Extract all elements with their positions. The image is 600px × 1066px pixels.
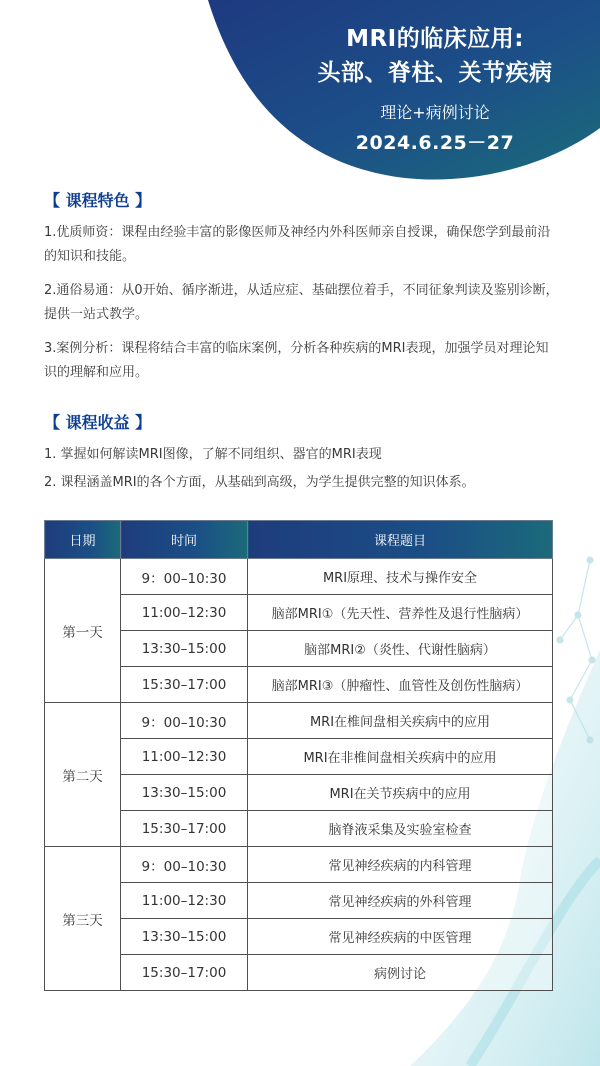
- table-row: [45, 847, 553, 883]
- topic-cell: 脑脊液采集及实验室检查: [248, 811, 553, 847]
- header-date: 日期: [45, 521, 121, 559]
- schedule-table: [44, 520, 553, 991]
- header-time: 时间: [121, 521, 248, 559]
- table-row: [45, 883, 553, 919]
- topic-cell: 常见神经疾病的内科管理: [248, 847, 553, 883]
- topic-cell: 常见神经疾病的外科管理: [248, 883, 553, 919]
- header-topic: 课程题目: [248, 521, 553, 559]
- feature-item: 2.通俗易通：从0开始、循序渐进，从适应症、基础摆位着手，不同征象判读及鉴别诊断，提供一站式教学。: [44, 283, 559, 322]
- time-cell: 15:30–17:00: [121, 955, 248, 991]
- day-cell: 第一天: [45, 559, 121, 703]
- schedule-header-row: [45, 521, 553, 559]
- benefits-heading: 【 课程收益 】: [44, 413, 152, 432]
- table-row: [45, 775, 553, 811]
- hero-header: [280, 22, 590, 155]
- hero-title-line1: MRI的临床应用:: [346, 26, 524, 52]
- table-row: [45, 667, 553, 703]
- course-benefits-section: [44, 410, 560, 499]
- time-cell: 9：00–10:30: [121, 703, 248, 739]
- table-row: [45, 739, 553, 775]
- features-heading: 【 课程特色 】: [44, 191, 152, 210]
- time-cell: 15:30–17:00: [121, 667, 248, 703]
- topic-cell: 脑部MRI③（肿瘤性、血管性及创伤性脑病）: [248, 667, 553, 703]
- feature-item: 1.优质师资：课程由经验丰富的影像医师及神经内外科医师亲自授课，确保您学到最前沿的知识和技能。: [44, 225, 551, 264]
- topic-cell: MRI在关节疾病中的应用: [248, 775, 553, 811]
- time-cell: 13:30–15:00: [121, 775, 248, 811]
- time-cell: 13:30–15:00: [121, 919, 248, 955]
- benefit-item: 2. 课程涵盖MRI的各个方面，从基础到高级，为学生提供完整的知识体系。: [44, 475, 475, 490]
- time-cell: 9：00–10:30: [121, 847, 248, 883]
- benefit-item: 1. 掌握如何解读MRI图像，了解不同组织、器官的MRI表现: [44, 447, 382, 462]
- hero-title-line2: 头部、脊柱、关节疾病: [317, 60, 553, 86]
- hero-subtitle: 理论+病例讨论: [380, 103, 490, 122]
- table-row: [45, 595, 553, 631]
- topic-cell: MRI在椎间盘相关疾病中的应用: [248, 703, 553, 739]
- table-row: [45, 955, 553, 991]
- time-cell: 11:00–12:30: [121, 595, 248, 631]
- day-cell: 第二天: [45, 703, 121, 847]
- table-row: [45, 631, 553, 667]
- time-cell: 13:30–15:00: [121, 631, 248, 667]
- topic-cell: 常见神经疾病的中医管理: [248, 919, 553, 955]
- course-features-section: [44, 188, 560, 395]
- topic-cell: MRI在非椎间盘相关疾病中的应用: [248, 739, 553, 775]
- topic-cell: 脑部MRI②（炎性、代谢性脑病）: [248, 631, 553, 667]
- topic-cell: MRI原理、技术与操作安全: [248, 559, 553, 595]
- table-row: [45, 811, 553, 847]
- time-cell: 11:00–12:30: [121, 883, 248, 919]
- table-row: [45, 919, 553, 955]
- time-cell: 15:30–17:00: [121, 811, 248, 847]
- feature-item: 3.案例分析：课程将结合丰富的临床案例，分析各种疾病的MRI表现，加强学员对理论知识的理解和应用。: [44, 341, 549, 380]
- time-cell: 11:00–12:30: [121, 739, 248, 775]
- hero-dates: 2024.6.25－27: [355, 132, 515, 154]
- topic-cell: 病例讨论: [248, 955, 553, 991]
- day-cell: 第三天: [45, 847, 121, 991]
- time-cell: 9：00–10:30: [121, 559, 248, 595]
- table-row: [45, 559, 553, 595]
- table-row: [45, 703, 553, 739]
- topic-cell: 脑部MRI①（先天性、营养性及退行性脑病）: [248, 595, 553, 631]
